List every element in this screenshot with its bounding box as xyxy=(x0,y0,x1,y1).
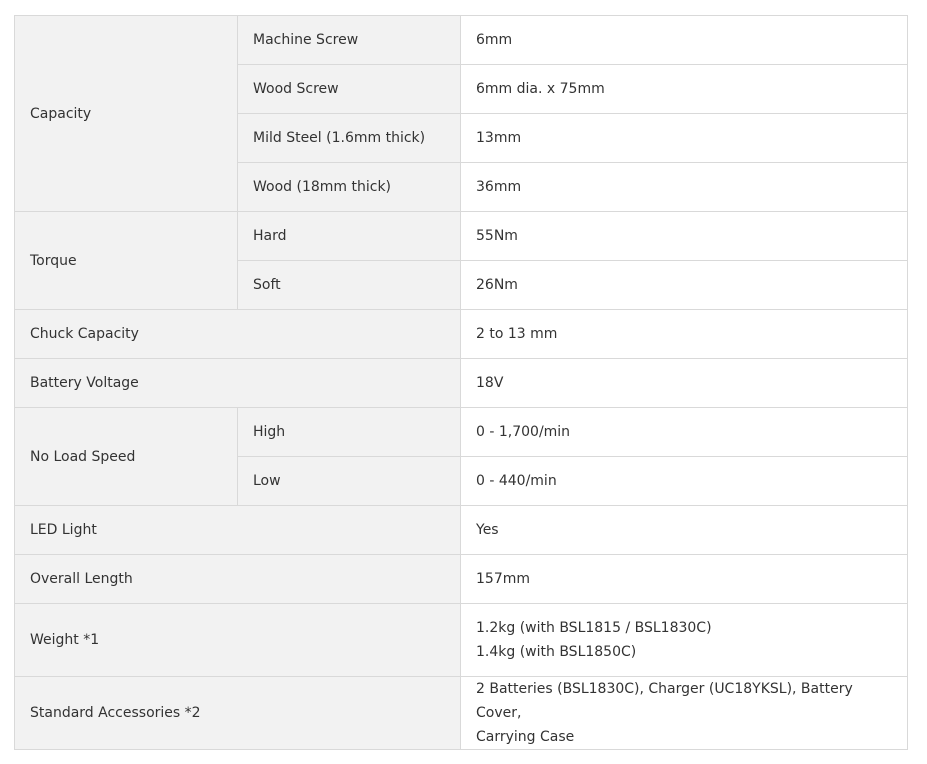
spec-value: 55Nm xyxy=(461,212,908,261)
spec-label-chuck-capacity: Chuck Capacity xyxy=(15,310,461,359)
spec-row-capacity-machine-screw xyxy=(15,16,908,65)
spec-row-standard-accessories xyxy=(15,677,908,750)
spec-value: 18V xyxy=(461,359,908,408)
spec-value: 6mm dia. x 75mm xyxy=(461,65,908,114)
spec-value-line: 1.4kg (with BSL1850C) xyxy=(476,644,637,660)
spec-row-no-load-speed-high xyxy=(15,408,908,457)
spec-value: 26Nm xyxy=(461,261,908,310)
spec-value: 0 - 440/min xyxy=(461,457,908,506)
spec-value: 13mm xyxy=(461,114,908,163)
spec-sublabel: Wood (18mm thick) xyxy=(238,163,461,212)
spec-value-standard-accessories xyxy=(461,677,908,750)
spec-value: 6mm xyxy=(461,16,908,65)
spec-label-overall-length: Overall Length xyxy=(15,555,461,604)
spec-sublabel: Hard xyxy=(238,212,461,261)
spec-label-led-light: LED Light xyxy=(15,506,461,555)
spec-sublabel: Low xyxy=(238,457,461,506)
spec-sublabel: Machine Screw xyxy=(238,16,461,65)
spec-row-led-light xyxy=(15,506,908,555)
spec-row-battery-voltage xyxy=(15,359,908,408)
spec-value: 157mm xyxy=(461,555,908,604)
spec-label-no-load-speed: No Load Speed xyxy=(15,408,238,506)
spec-value-line: 2 Batteries (BSL1830C), Charger (UC18YKSL), Battery Cover, xyxy=(476,681,853,721)
spec-label-weight: Weight *1 xyxy=(15,604,461,677)
spec-sublabel: High xyxy=(238,408,461,457)
spec-label-capacity: Capacity xyxy=(15,16,238,212)
spec-value-line: Carrying Case xyxy=(476,729,575,745)
spec-value-line: 1.2kg (with BSL1815 / BSL1830C) xyxy=(476,620,712,636)
spec-value: 0 - 1,700/min xyxy=(461,408,908,457)
spec-sublabel: Wood Screw xyxy=(238,65,461,114)
spec-value-weight xyxy=(461,604,908,677)
spec-label-torque: Torque xyxy=(15,212,238,310)
spec-value: Yes xyxy=(461,506,908,555)
spec-label-standard-accessories: Standard Accessories *2 xyxy=(15,677,461,750)
spec-row-chuck-capacity xyxy=(15,310,908,359)
spec-sublabel: Mild Steel (1.6mm thick) xyxy=(238,114,461,163)
spec-row-weight xyxy=(15,604,908,677)
spec-row-overall-length xyxy=(15,555,908,604)
spec-row-torque-hard xyxy=(15,212,908,261)
spec-sublabel: Soft xyxy=(238,261,461,310)
spec-value: 2 to 13 mm xyxy=(461,310,908,359)
spec-value: 36mm xyxy=(461,163,908,212)
spec-table xyxy=(14,15,908,750)
spec-label-battery-voltage: Battery Voltage xyxy=(15,359,461,408)
